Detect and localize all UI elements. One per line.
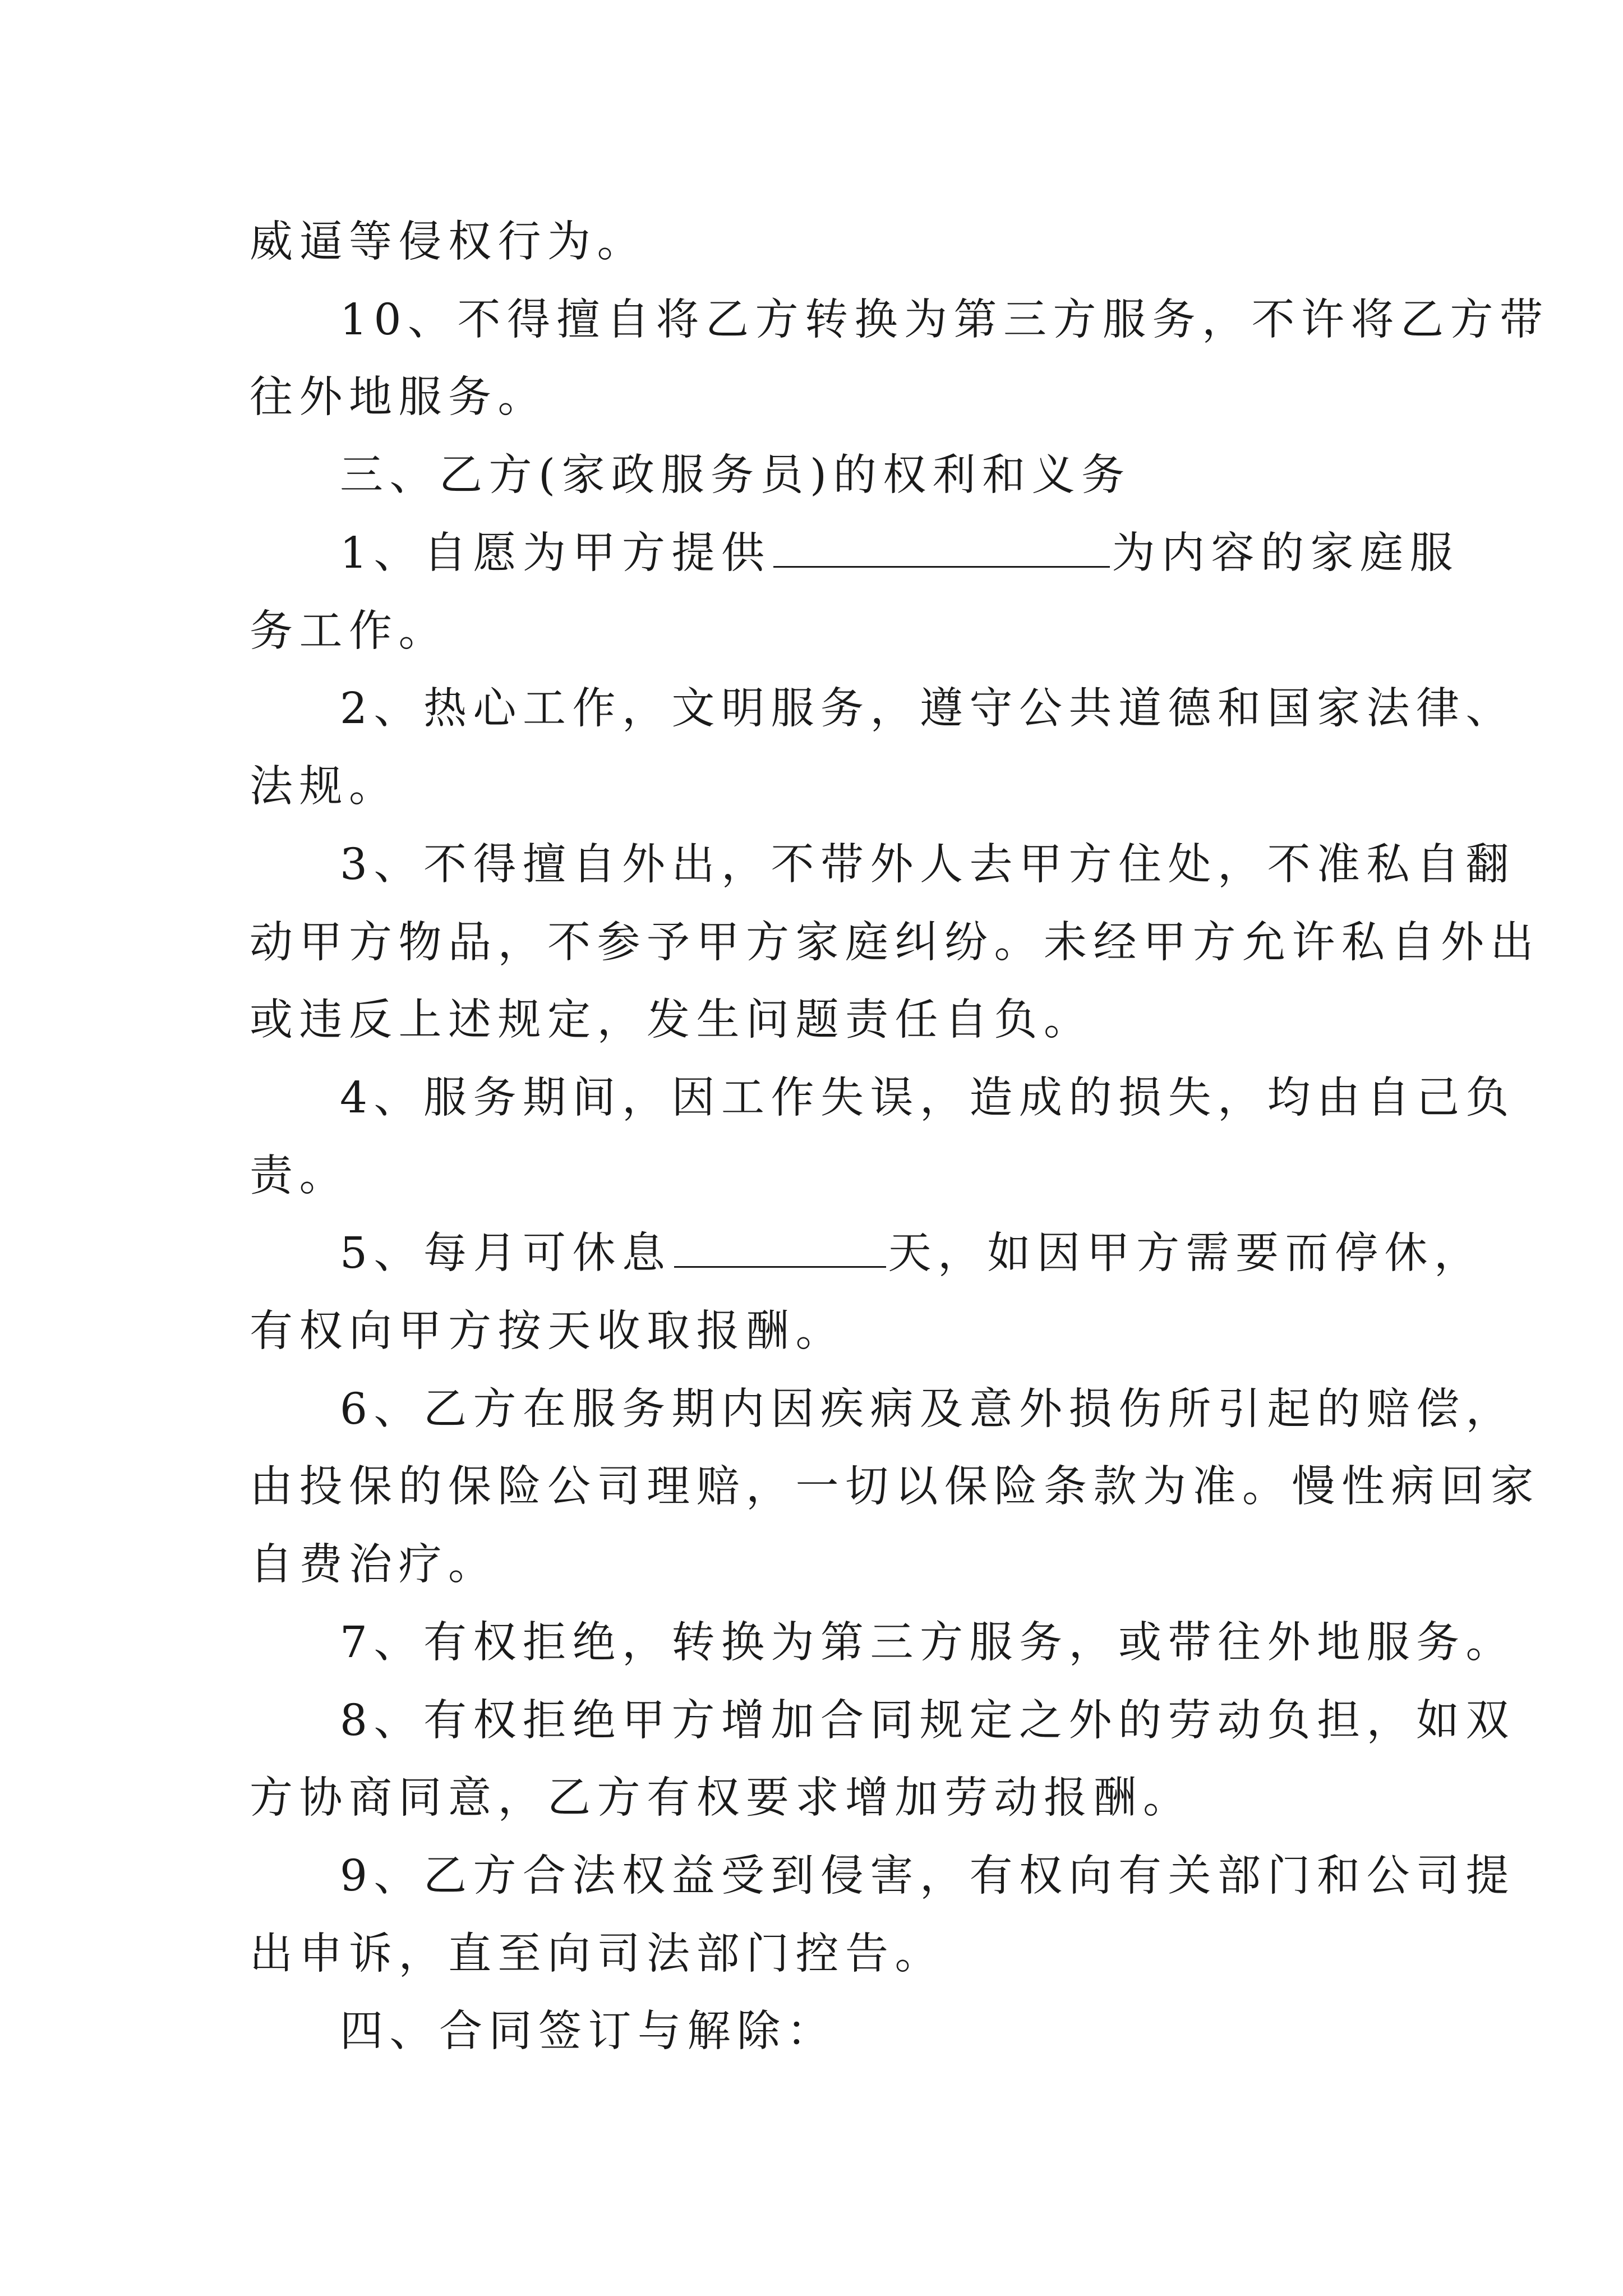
text-line [250,1923,944,1986]
line-text: 务工作。 [250,606,448,656]
text-line [340,1845,1515,1908]
fill-in-blank [773,526,1110,568]
line-text: 由投保的保险公司理赔，一切以保险条款为准。慢性病回家 [250,1462,1540,1512]
section-heading [340,444,1131,507]
text-line [340,834,1515,896]
line-text: 自费治疗。 [250,1540,498,1590]
line-text: 天，如因甲方需要而停休， [888,1228,1484,1278]
fill-in-blank [674,1226,886,1268]
text-line [340,1222,1484,1285]
line-text: 6、乙方在服务期内因疾病及意外损伤所引起的赔偿， [340,1384,1515,1434]
line-text: 4、服务期间，因工作失误，造成的损失，均由自己负 [340,1073,1515,1123]
line-text: 3、不得擅自外出，不带外人去甲方住处，不准私自翻 [340,840,1515,890]
line-text: 1、自愿为甲方提供 [340,528,771,578]
text-line [250,912,1540,974]
line-text: 法规。 [250,762,399,812]
line-text: 有权向甲方按天收取报酬。 [250,1306,845,1356]
line-text: 动甲方物品，不参予甲方家庭纠纷。未经甲方允许私自外出 [250,918,1540,968]
text-line [250,366,547,429]
text-line [250,1145,349,1208]
text-line [250,211,647,274]
line-text: 责。 [250,1151,349,1201]
text-line [250,1456,1540,1519]
text-line [340,1612,1515,1674]
text-line [250,1767,1193,1830]
text-line [340,1690,1515,1752]
line-text: 9、乙方合法权益受到侵害，有权向有关部门和公司提 [340,1851,1515,1901]
text-line [340,1067,1515,1130]
line-text: 7、有权拒绝，转换为第三方服务，或带往外地服务。 [340,1618,1515,1668]
line-text: 出申诉，直至向司法部门控告。 [250,1929,944,1979]
line-text: 2、热心工作，文明服务，遵守公共道德和国家法律、 [340,684,1515,734]
text-line [250,600,448,663]
line-text: 或违反上述规定，发生问题责任自负。 [250,995,1094,1045]
text-line [340,678,1515,740]
text-line [250,1300,845,1363]
text-line [340,289,1549,352]
section-heading [340,2000,836,2063]
text-line [340,1378,1515,1441]
line-text: 为内容的家庭服 [1112,528,1459,578]
line-text: 威逼等侵权行为。 [250,217,647,267]
text-line [250,756,399,818]
line-text: 10、不得擅自将乙方转换为第三方服务，不许将乙方带 [340,295,1550,345]
line-text: 方协商同意，乙方有权要求增加劳动报酬。 [250,1773,1193,1823]
line-text: 8、有权拒绝甲方增加合同规定之外的劳动负担，如双 [340,1696,1515,1746]
text-line [250,989,1094,1052]
line-text: 四、合同签订与解除： [340,2007,836,2056]
text-line [250,1534,498,1596]
text-line [340,522,1459,585]
line-text: 往外地服务。 [250,372,547,422]
line-text: 5、每月可休息 [340,1228,672,1278]
line-text: 三、乙方(家政服务员)的权利和义务 [340,450,1131,500]
